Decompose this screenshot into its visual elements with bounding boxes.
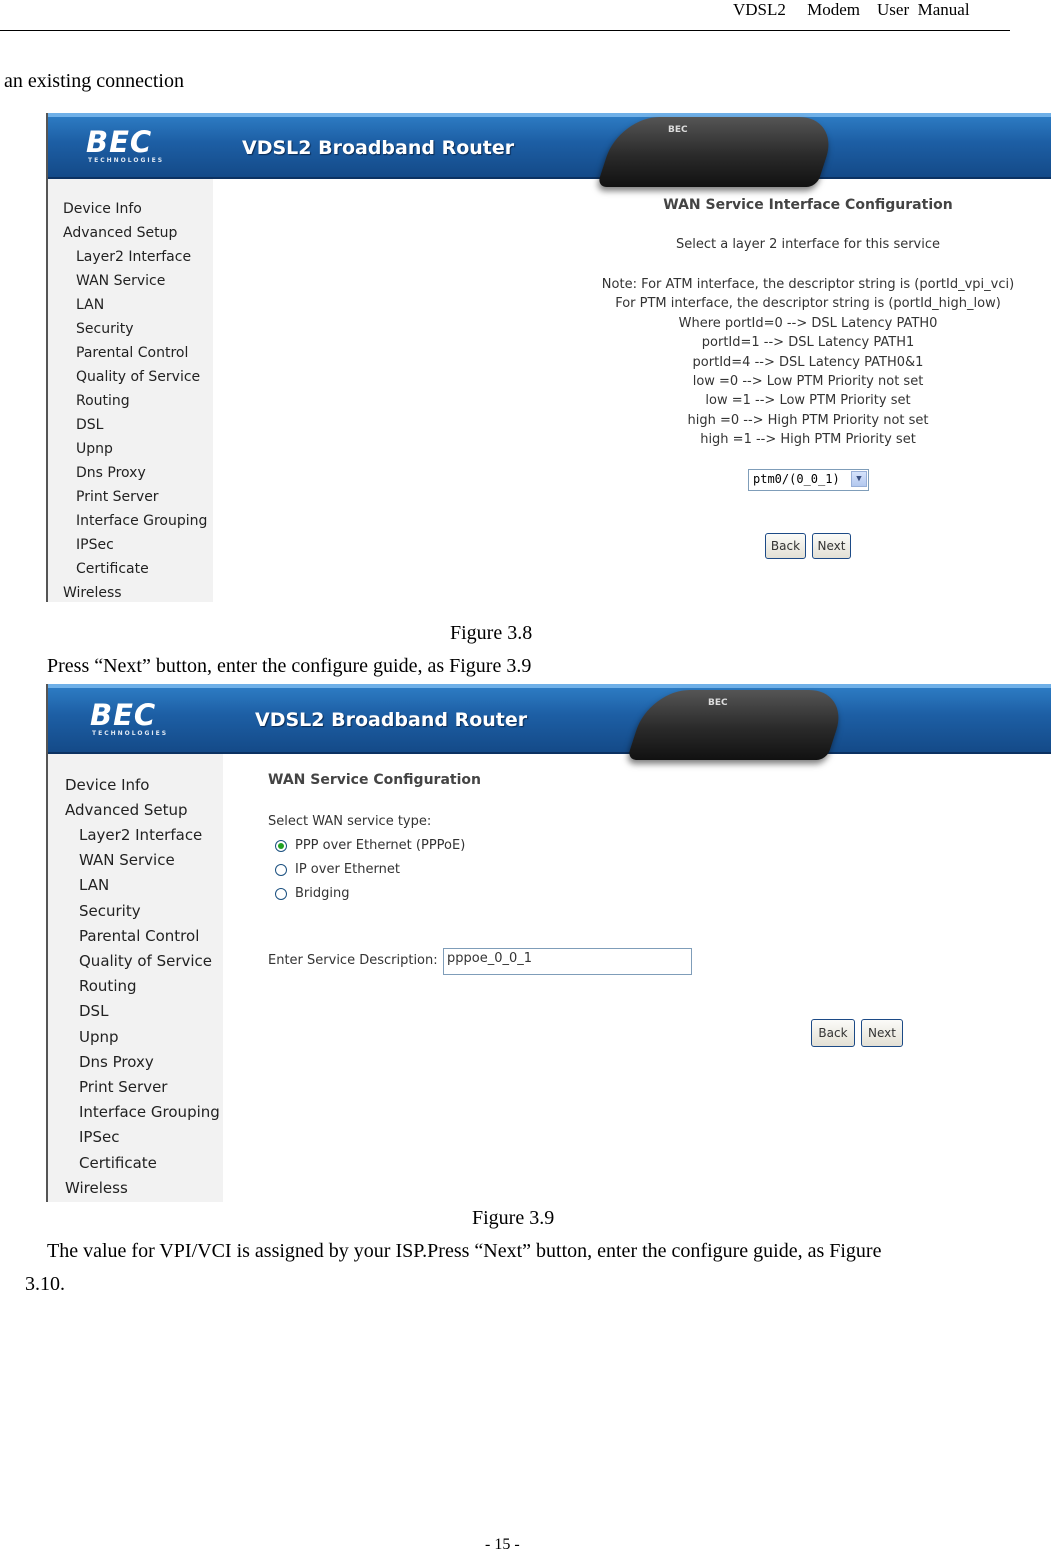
vpi-vci-paragraph-continued: 3.10. [25, 1273, 65, 1295]
banner [48, 684, 1051, 754]
sidebar-item-certificate[interactable]: Certificate [79, 1154, 157, 1172]
router-label: BEC [668, 125, 688, 135]
layer2-interface-select[interactable] [748, 469, 869, 491]
sidebar-item-parental-control[interactable]: Parental Control [76, 345, 189, 361]
fig38-note-line: portId=1 --> DSL Latency PATH1 [701, 335, 915, 350]
fig38-note-line: low =0 --> Low PTM Priority not set [692, 374, 924, 389]
radio-pppoe[interactable] [275, 840, 287, 852]
sidebar [48, 179, 213, 602]
sidebar-item-wireless[interactable]: Wireless [63, 585, 122, 601]
sidebar-item-lan[interactable]: LAN [79, 876, 110, 894]
next-button[interactable]: Next [812, 533, 851, 559]
fig38-note-line: low =1 --> Low PTM Priority set [705, 393, 911, 408]
sidebar-item-parental-control[interactable]: Parental Control [79, 927, 200, 945]
router-image [597, 117, 840, 187]
sidebar-item-wan-service[interactable]: WAN Service [79, 851, 175, 869]
sidebar-item-upnp[interactable]: Upnp [76, 441, 113, 457]
sidebar-item-security[interactable]: Security [76, 321, 134, 337]
fig38-note-line: high =1 --> High PTM Priority set [700, 432, 916, 447]
figure-3-9-caption: Figure 3.9 [472, 1207, 555, 1229]
sidebar-item-upnp[interactable]: Upnp [79, 1028, 119, 1046]
bec-logo: BEC [86, 125, 153, 159]
fig38-title: WAN Service Interface Configuration [663, 197, 953, 213]
figure-3-8-screenshot [46, 113, 1051, 602]
fig38-note-line: portId=4 --> DSL Latency PATH0&1 [692, 355, 924, 370]
sidebar-item-advanced-setup[interactable]: Advanced Setup [65, 801, 188, 819]
fig38-note-line: Where portId=0 --> DSL Latency PATH0 [678, 316, 938, 331]
header-rule [0, 30, 1010, 31]
page-number: - 15 - [485, 1536, 520, 1553]
vpi-vci-paragraph: The value for VPI/VCI is assigned by your ISP.Press “Next” button, enter the configure guide, as Figure [47, 1240, 882, 1262]
sidebar-item-layer2-interface[interactable]: Layer2 Interface [79, 826, 203, 844]
sidebar-item-interface-grouping[interactable]: Interface Grouping [76, 513, 208, 529]
sidebar-item-routing[interactable]: Routing [79, 977, 137, 995]
bec-logo-sub: TECHNOLOGIES [92, 730, 169, 737]
service-description-input[interactable]: pppoe_0_0_1 [443, 948, 692, 975]
banner-stripe [48, 684, 1051, 688]
sidebar-item-quality-of-service[interactable]: Quality of Service [76, 369, 201, 385]
figure-3-9-screenshot [46, 684, 1051, 1202]
layer2-interface-select-value: ptm0/(0_0_1) [753, 472, 840, 486]
fig39-title: WAN Service Configuration [268, 772, 481, 788]
back-button[interactable]: Back [765, 533, 806, 559]
radio-pppoe-label: PPP over Ethernet (PPPoE) [295, 838, 466, 853]
fig38-note-line: high =0 --> High PTM Priority not set [687, 413, 929, 428]
fig38-note-line: Note: For ATM interface, the descriptor string is (portId_vpi_vci) [601, 277, 1015, 292]
sidebar-item-device-info[interactable]: Device Info [63, 201, 142, 217]
sidebar-item-wan-service[interactable]: WAN Service [76, 273, 166, 289]
sidebar-item-lan[interactable]: LAN [76, 297, 105, 313]
router-image [627, 690, 850, 760]
radio-ip-over-ethernet[interactable] [275, 864, 287, 876]
router-label: BEC [708, 698, 728, 708]
fig38-subtitle: Select a layer 2 interface for this service [675, 237, 941, 252]
sidebar-item-quality-of-service[interactable]: Quality of Service [79, 952, 213, 970]
intro-text: an existing connection [4, 70, 184, 92]
bec-logo-sub: TECHNOLOGIES [88, 157, 165, 164]
radio-ip-over-ethernet-label: IP over Ethernet [295, 862, 400, 877]
banner-stripe [48, 113, 1051, 117]
bec-logo: BEC [90, 698, 157, 732]
sidebar-item-print-server[interactable]: Print Server [79, 1078, 168, 1096]
doc-header: VDSL2 Modem User Manual [733, 0, 970, 19]
sidebar-item-wireless[interactable]: Wireless [65, 1179, 128, 1197]
back-button[interactable]: Back [811, 1019, 855, 1047]
sidebar-item-security[interactable]: Security [79, 902, 141, 920]
banner-title: VDSL2 Broadband Router [242, 137, 515, 159]
sidebar-item-dns-proxy[interactable]: Dns Proxy [76, 465, 146, 481]
sidebar-item-advanced-setup[interactable]: Advanced Setup [63, 225, 178, 241]
sidebar-item-dns-proxy[interactable]: Dns Proxy [79, 1053, 154, 1071]
sidebar-item-print-server[interactable]: Print Server [76, 489, 159, 505]
wan-service-type-label: Select WAN service type: [268, 814, 432, 829]
sidebar-item-dsl[interactable]: DSL [79, 1002, 109, 1020]
service-description-label: Enter Service Description: [268, 953, 438, 968]
sidebar-item-ipsec[interactable]: IPSec [76, 537, 114, 553]
fig38-note-line: For PTM interface, the descriptor string is (portId_high_low) [615, 296, 1001, 311]
sidebar-item-routing[interactable]: Routing [76, 393, 130, 409]
dropdown-arrow-icon[interactable]: ▼ [851, 471, 867, 487]
sidebar-item-certificate[interactable]: Certificate [76, 561, 149, 577]
sidebar-item-dsl[interactable]: DSL [76, 417, 104, 433]
radio-bridging[interactable] [275, 888, 287, 900]
sidebar [48, 754, 223, 1202]
sidebar-item-layer2-interface[interactable]: Layer2 Interface [76, 249, 192, 265]
figure-3-9-intro: Press “Next” button, enter the configure guide, as Figure 3.9 [47, 655, 532, 677]
sidebar-item-device-info[interactable]: Device Info [65, 776, 150, 794]
banner [48, 113, 1051, 179]
figure-3-8-caption: Figure 3.8 [450, 622, 533, 644]
next-button[interactable]: Next [861, 1019, 903, 1047]
radio-bridging-label: Bridging [295, 886, 350, 901]
sidebar-item-interface-grouping[interactable]: Interface Grouping [79, 1103, 220, 1121]
banner-title: VDSL2 Broadband Router [255, 709, 528, 731]
sidebar-item-ipsec[interactable]: IPSec [79, 1128, 120, 1146]
